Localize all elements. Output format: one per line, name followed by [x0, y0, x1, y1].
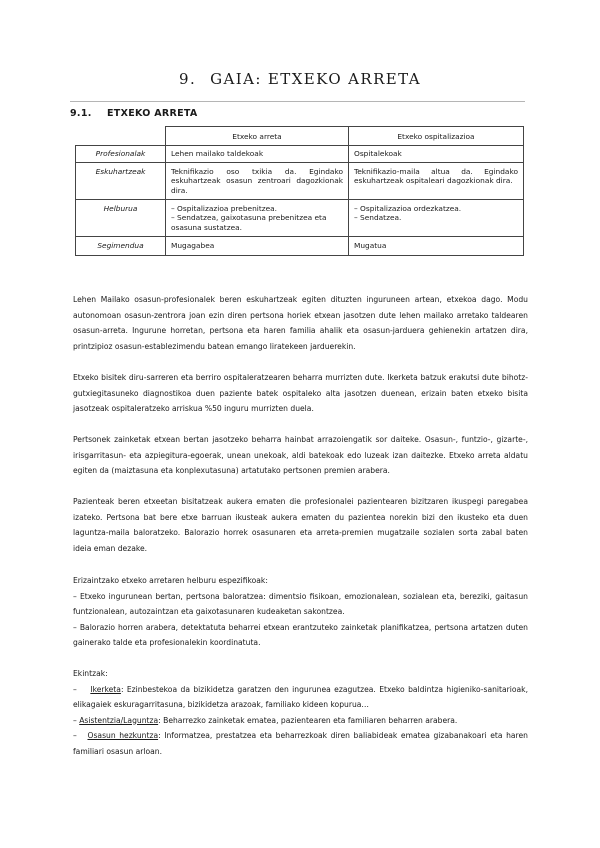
- activity-item: [73, 713, 528, 729]
- paragraph-text: Pazienteak beren etxeetan bisitatzeak aukera ematen die profesionalei pazientearen bizitzaren ikuspegi paregabea izateko. Pertsona bat bere etxe barruan ikusteak aukera ematen du pazientea norekin bizi den ikusteko eta duen laguntza-maila baloratzeko. Balorazio horrek osasunaren eta arreta-premien mugatzaile sozialen sorta zabal baten ideia eman dezake.: [73, 497, 528, 553]
- table-corner: [76, 127, 166, 146]
- row-label: Segimendua: [76, 237, 166, 255]
- section-heading: [70, 108, 198, 119]
- table-row: [76, 146, 524, 162]
- paragraph: [73, 494, 528, 556]
- section-title: ETXEKO ARRETA: [107, 108, 198, 119]
- activities-block: [73, 666, 528, 759]
- paragraph-text: Etxeko bisitek diru-sarreren eta berriro ospitaleratzearen beharra murrizten dute. Ikerketa batzuk erakutsi dute bihotz-gutxiegitasuneko diagnostikoa duen paziente batek ospitaleko alta jasotzen duenean, erizain baten etxeko bisita jasotzeak ospitaleratzeko arriskua %50 inguru murrizten duela.: [73, 373, 528, 413]
- objective-item: – Balorazio horren arabera, detektatuta beharrei etxean erantzuteko zainketak planifikatzea, pertsona artatzen duten gainerako talde eta profesionalekin koordinatuta.: [73, 622, 528, 647]
- activity-item: [73, 682, 528, 713]
- objective-item: – Etxeko ingurunean bertan, pertsona baloratzea: dimentsio fisikoan, emozionalean, sozialean eta, bereziki, gaitasun funtzionalean, autozaintzan eta gaixotasunaren kudeaketan sakontzea.: [73, 591, 528, 616]
- row-label: Eskuhartzeak: [76, 162, 166, 199]
- table-header-row: [76, 127, 524, 146]
- chapter-title: GAIA: ETXEKO ARRETA: [210, 70, 421, 88]
- table-row: [76, 237, 524, 255]
- table-cell: Lehen mailako taldekoak: [166, 146, 349, 162]
- cell-line: – Ospitalizazioa ordezkatzea.: [354, 204, 462, 214]
- section-number: 9.1.: [70, 108, 92, 119]
- activity-dash: –: [73, 684, 77, 694]
- activity-text: : Ezinbestekoa da bizikidetza garatzen den ingurunea ezagutzea. Etxeko baldintza higieniko-sanitarioak, elikagaiek eskuragarritasuna, bizikidetza arazoak, familiako kideen kopurua…: [73, 684, 528, 709]
- column-header: Etxeko arreta: [166, 127, 349, 146]
- table-cell: Teknifikazio oso txikia da. Egindako eskuhartzeak osasun zentroari dagozkionak dira.: [166, 162, 349, 199]
- row-label: Helburua: [76, 200, 166, 237]
- activity-dash: –: [73, 731, 77, 740]
- activity-term: Asistentzia/Laguntza: [79, 715, 159, 725]
- table-row: [76, 162, 524, 199]
- activity-item: [73, 728, 528, 759]
- table-cell: Mugatua: [349, 237, 524, 255]
- activity-term: Osasun hezkuntza: [87, 731, 159, 740]
- activity-term: Ikerketa: [90, 684, 121, 694]
- row-label: Profesionalak: [76, 146, 166, 162]
- table-cell: [166, 200, 349, 237]
- table-row: [76, 200, 524, 237]
- comparison-table: [75, 126, 524, 256]
- activity-text: : Informatzea, prestatzea eta beharrezkoak diren baliabideak ematea gizabanakoari eta haren familiari osasun arloan.: [73, 731, 528, 756]
- objectives-heading: Erizaintzako etxeko arretaren helburu espezifikoak:: [73, 576, 268, 585]
- paragraph-text: Pertsonek zainketak etxean bertan jasotzeko beharra hainbat arrazoiengatik sor daiteke. Osasun-, funtzio-, gizarte-, irisgarritasun- eta azpiegitura-egoerak, unean unekoak, aldi batekoak edo luzeak izan daitezke. Etxeko arreta aldatu egiten da (maiztasuna eta konplexutasuna) artatutako pertsonen premien arabera.: [73, 435, 528, 475]
- paragraph: [73, 432, 528, 479]
- activities-heading: Ekintzak:: [73, 669, 108, 678]
- column-header: Etxeko ospitalizazioa: [349, 127, 524, 146]
- paragraph: [73, 292, 528, 354]
- page-title: [0, 70, 600, 88]
- table-cell: Ospitalekoak: [349, 146, 524, 162]
- table-cell: Teknifikazio-maila altua da. Egindako eskuhartzeak ospitaleari dagozkionak dira.: [349, 162, 524, 199]
- table-cell: [349, 200, 524, 237]
- activity-dash: –: [73, 715, 77, 725]
- cell-line: – Sendatzea, gaixotasuna prebenitzea eta osasuna sustatzea.: [171, 213, 327, 232]
- paragraph: [73, 370, 528, 417]
- table-cell: Mugagabea: [166, 237, 349, 255]
- chapter-number: 9.: [179, 70, 197, 88]
- objectives-block: [73, 573, 528, 651]
- cell-line: – Sendatzea.: [354, 213, 402, 223]
- cell-line: – Ospitalizazioa prebenitzea.: [171, 204, 278, 214]
- activity-text: : Beharrezko zainketak ematea, pazientearen eta familiaren beharren arabera.: [158, 715, 458, 725]
- paragraph-text: Lehen Mailako osasun-profesionalek beren eskuhartzeak egiten dituzten inguruneen artean, etxekoa dago. Modu autonomoan osasun-zentrora joan ezin diren pertsona horiek etxean jasotzen dute lehen mailako arretako taldearen osasun-arreta. Ingurune horretan, pertsona eta haren familia ahalik eta osasun-jarduera gehienekin artatzen dira, printzipioz osasun-establezimendu batean emango liratekeen jarduerekin.: [73, 295, 528, 351]
- title-divider: [70, 101, 525, 102]
